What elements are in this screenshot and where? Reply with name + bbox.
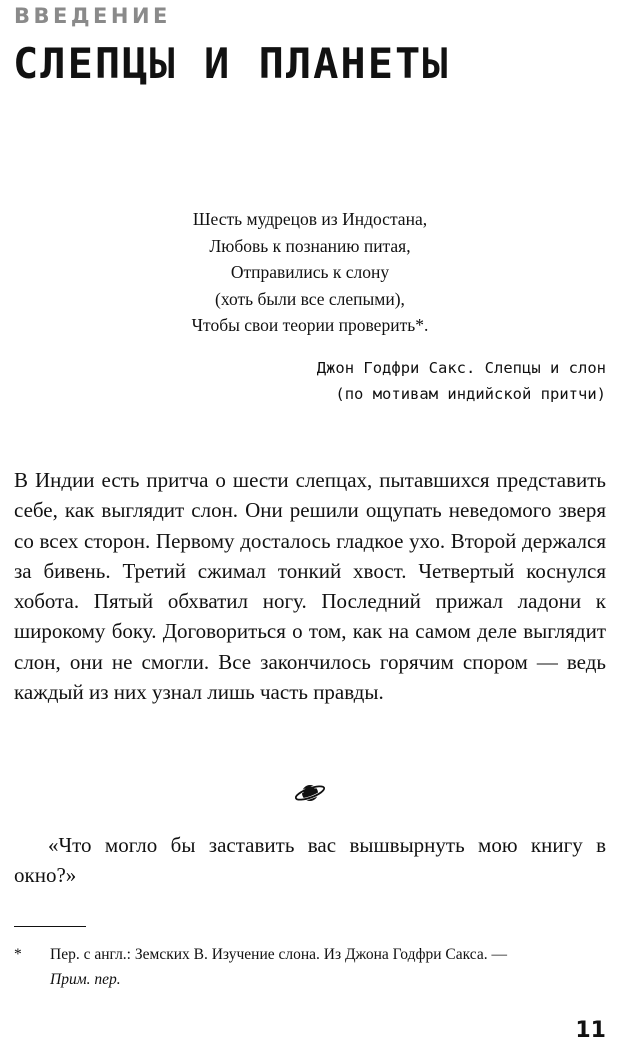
attribution-line: Джон Годфри Сакс. Слепцы и слон bbox=[316, 359, 606, 377]
question-text: «Что могло бы заставить вас вышвырнуть мою книгу в окно?» bbox=[14, 833, 606, 888]
footnote bbox=[14, 942, 608, 992]
page-number: 11 bbox=[575, 1018, 606, 1043]
epigraph-line: Любовь к познанию питая, bbox=[209, 235, 411, 256]
planet-icon bbox=[293, 780, 327, 806]
epigraph-line: Чтобы свои теории проверить*. bbox=[191, 315, 429, 335]
epigraph-line: Отправились к слону bbox=[230, 262, 390, 282]
question-paragraph bbox=[14, 830, 606, 891]
epigraph-line: Шесть мудрецов из Индостана, bbox=[192, 209, 428, 229]
epigraph-line: (хоть были все слепыми), bbox=[215, 288, 405, 309]
chapter-title: СЛЕПЦЫ И ПЛАНЕТЫ bbox=[13, 39, 450, 88]
body-paragraph: В Индии есть притча о шести слепцах, пытавшихся представить себе, как выглядит слон. Они решили ощупать неведомого зверя со всех сторон. Первому досталось гладкое ухо. Второй держался за бивень. Третий сжимал тонкий хвост. Четвертый коснулся хобота. Пятый обхватил ногу. Последний прижал ладони к широкому боку. Договориться о том, как на самом деле выглядит слон, они не смогли. Все закончилось горячим спором — ведь каждый из них узнал лишь часть правды. bbox=[14, 468, 606, 705]
epigraph-attribution bbox=[317, 355, 606, 407]
footnote-italic: Прим. пер. bbox=[50, 971, 121, 988]
footnote-divider bbox=[14, 926, 86, 927]
epigraph bbox=[140, 206, 480, 339]
footnote-text: Пер. с англ.: Земских В. Изучение слона. Из Джона Годфри Сакса. — bbox=[50, 946, 507, 963]
section-label: ВВЕДЕНИЕ bbox=[14, 4, 171, 28]
footnote-mark: * bbox=[14, 946, 22, 963]
attribution-line: (по мотивам индийской притчи) bbox=[335, 385, 606, 403]
